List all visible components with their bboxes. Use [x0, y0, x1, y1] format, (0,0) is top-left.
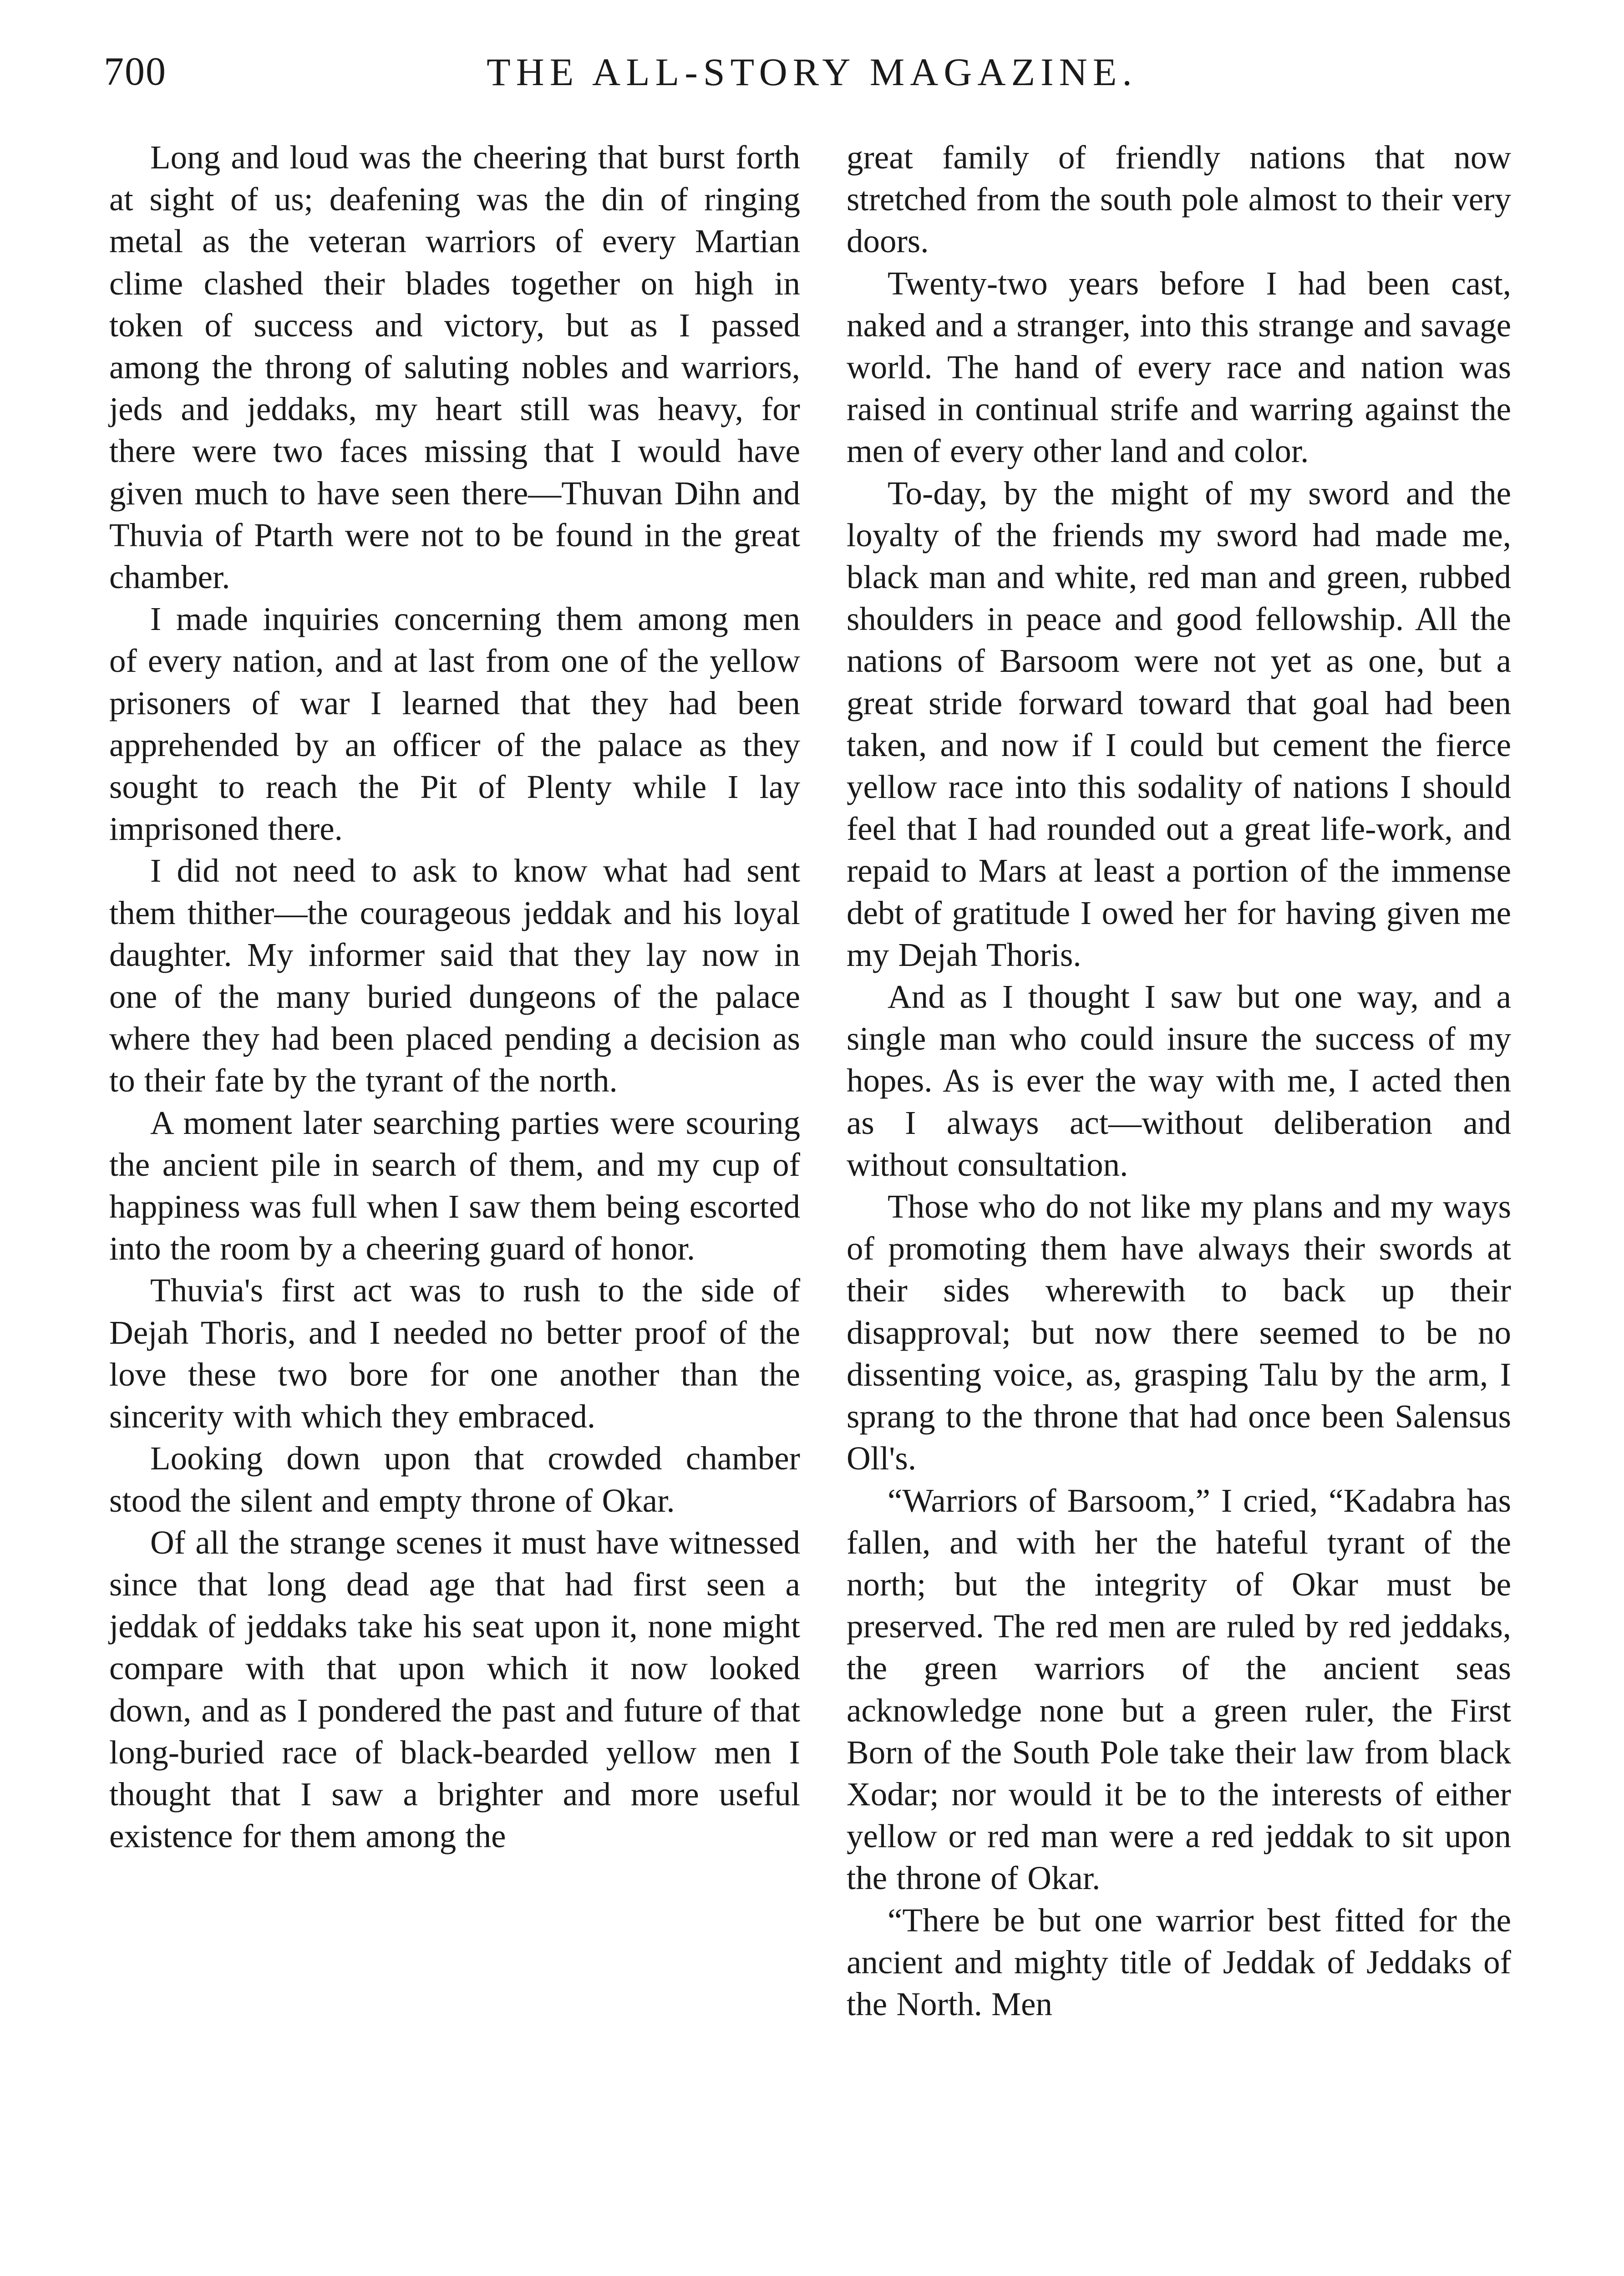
- paragraph: Thuvia's first act was to rush to the side of Dejah Thoris, and I needed no better proof of the love these two bore for one another than the sincerity with which they embraced.: [109, 1272, 800, 1435]
- paragraph: Those who do not like my plans and my ways of promoting them have always their swords at their sides wherewith to back up their disapproval; but now there seemed to be no dissenting voice, as, grasping Talu by the arm, I sprang to the throne that had once been Salensus Oll's.: [847, 1188, 1511, 1477]
- left-column: [109, 137, 800, 1857]
- paragraph: I did not need to ask to know what had sent them thither—the courageous jeddak and his loyal daughter. My informer said that they lay now in one of the many buried dungeons of the palace where they had been placed pending a decision as to their fate by the tyrant of the north.: [109, 852, 800, 1099]
- paragraph: “There be but one warrior best fitted for the ancient and mighty title of Jeddak of Jeddaks of the North. Men: [847, 1901, 1511, 2022]
- right-column: [847, 137, 1511, 2025]
- paragraph: “Warriors of Barsoom,” I cried, “Kadabra has fallen, and with her the hateful tyrant of the north; but the integrity of Okar must be preserved. The red men are ruled by red jeddaks, the green warriors of the ancient seas acknowledge none but a green ruler, the First Born of the South Pole take their law from black Xodar; nor would it be to the interests of either yellow or red man were a red jeddak to sit upon the throne of Okar.: [847, 1482, 1511, 1897]
- paragraph: Looking down upon that crowded chamber stood the silent and empty throne of Okar.: [109, 1440, 800, 1519]
- paragraph: Twenty-two years before I had been cast, naked and a stranger, into this strange and savage world. The hand of every race and nation was raised in continual strife and warring against the men of every other land and color.: [847, 264, 1511, 470]
- page-number: 700: [104, 50, 167, 94]
- running-head: THE ALL-STORY MAGAZINE.: [487, 50, 1137, 94]
- paragraph: Of all the strange scenes it must have witnessed since that long dead age that had first seen a jeddak of jeddaks take his seat upon it, none might compare with that upon which it now looked down, and as I pondered the past and future of that long-buried race of black-bearded yellow men I thought that I saw a brighter and more useful existence for them among the: [109, 1524, 800, 1855]
- paragraph: And as I thought I saw but one way, and a single man who could insure the success of my hopes. As is ever the way with me, I acted then as I always act—without deliberation and without consultation.: [847, 978, 1511, 1183]
- paragraph: I made inquiries concerning them among men of every nation, and at last from one of the yellow prisoners of war I learned that they had been apprehended by an officer of the palace as they sought to reach the Pit of Plenty while I lay imprisoned there.: [109, 600, 800, 848]
- paragraph-continued: great family of friendly nations that now stretched from the south pole almost to their very doors.: [847, 139, 1511, 260]
- paragraph: Long and loud was the cheering that burst forth at sight of us; deafening was the din of ringing metal as the veteran warriors of every Martian clime clashed their blades together on high in token of success and victory, but as I passed among the throng of saluting nobles and warriors, jeds and jeddaks, my heart still was heavy, for there were two faces missing that I would have given much to have seen there—Thuvan Dihn and Thuvia of Ptarth were not to be found in the great chamber.: [109, 139, 800, 596]
- paragraph: To-day, by the might of my sword and the loyalty of the friends my sword had made me, black man and white, red man and green, rubbed shoulders in peace and good fellowship. All the nations of Barsoom were not yet as one, but a great stride forward toward that goal had been taken, and now if I could but cement the fierce yellow race into this sodality of nations I should feel that I had rounded out a great life-work, and repaid to Mars at least a portion of the immense debt of gratitude I owed her for having given me my Dejah Thoris.: [847, 474, 1511, 973]
- paragraph: A moment later searching parties were scouring the ancient pile in search of them, and my cup of happiness was full when I saw them being escorted into the room by a cheering guard of honor.: [109, 1104, 800, 1267]
